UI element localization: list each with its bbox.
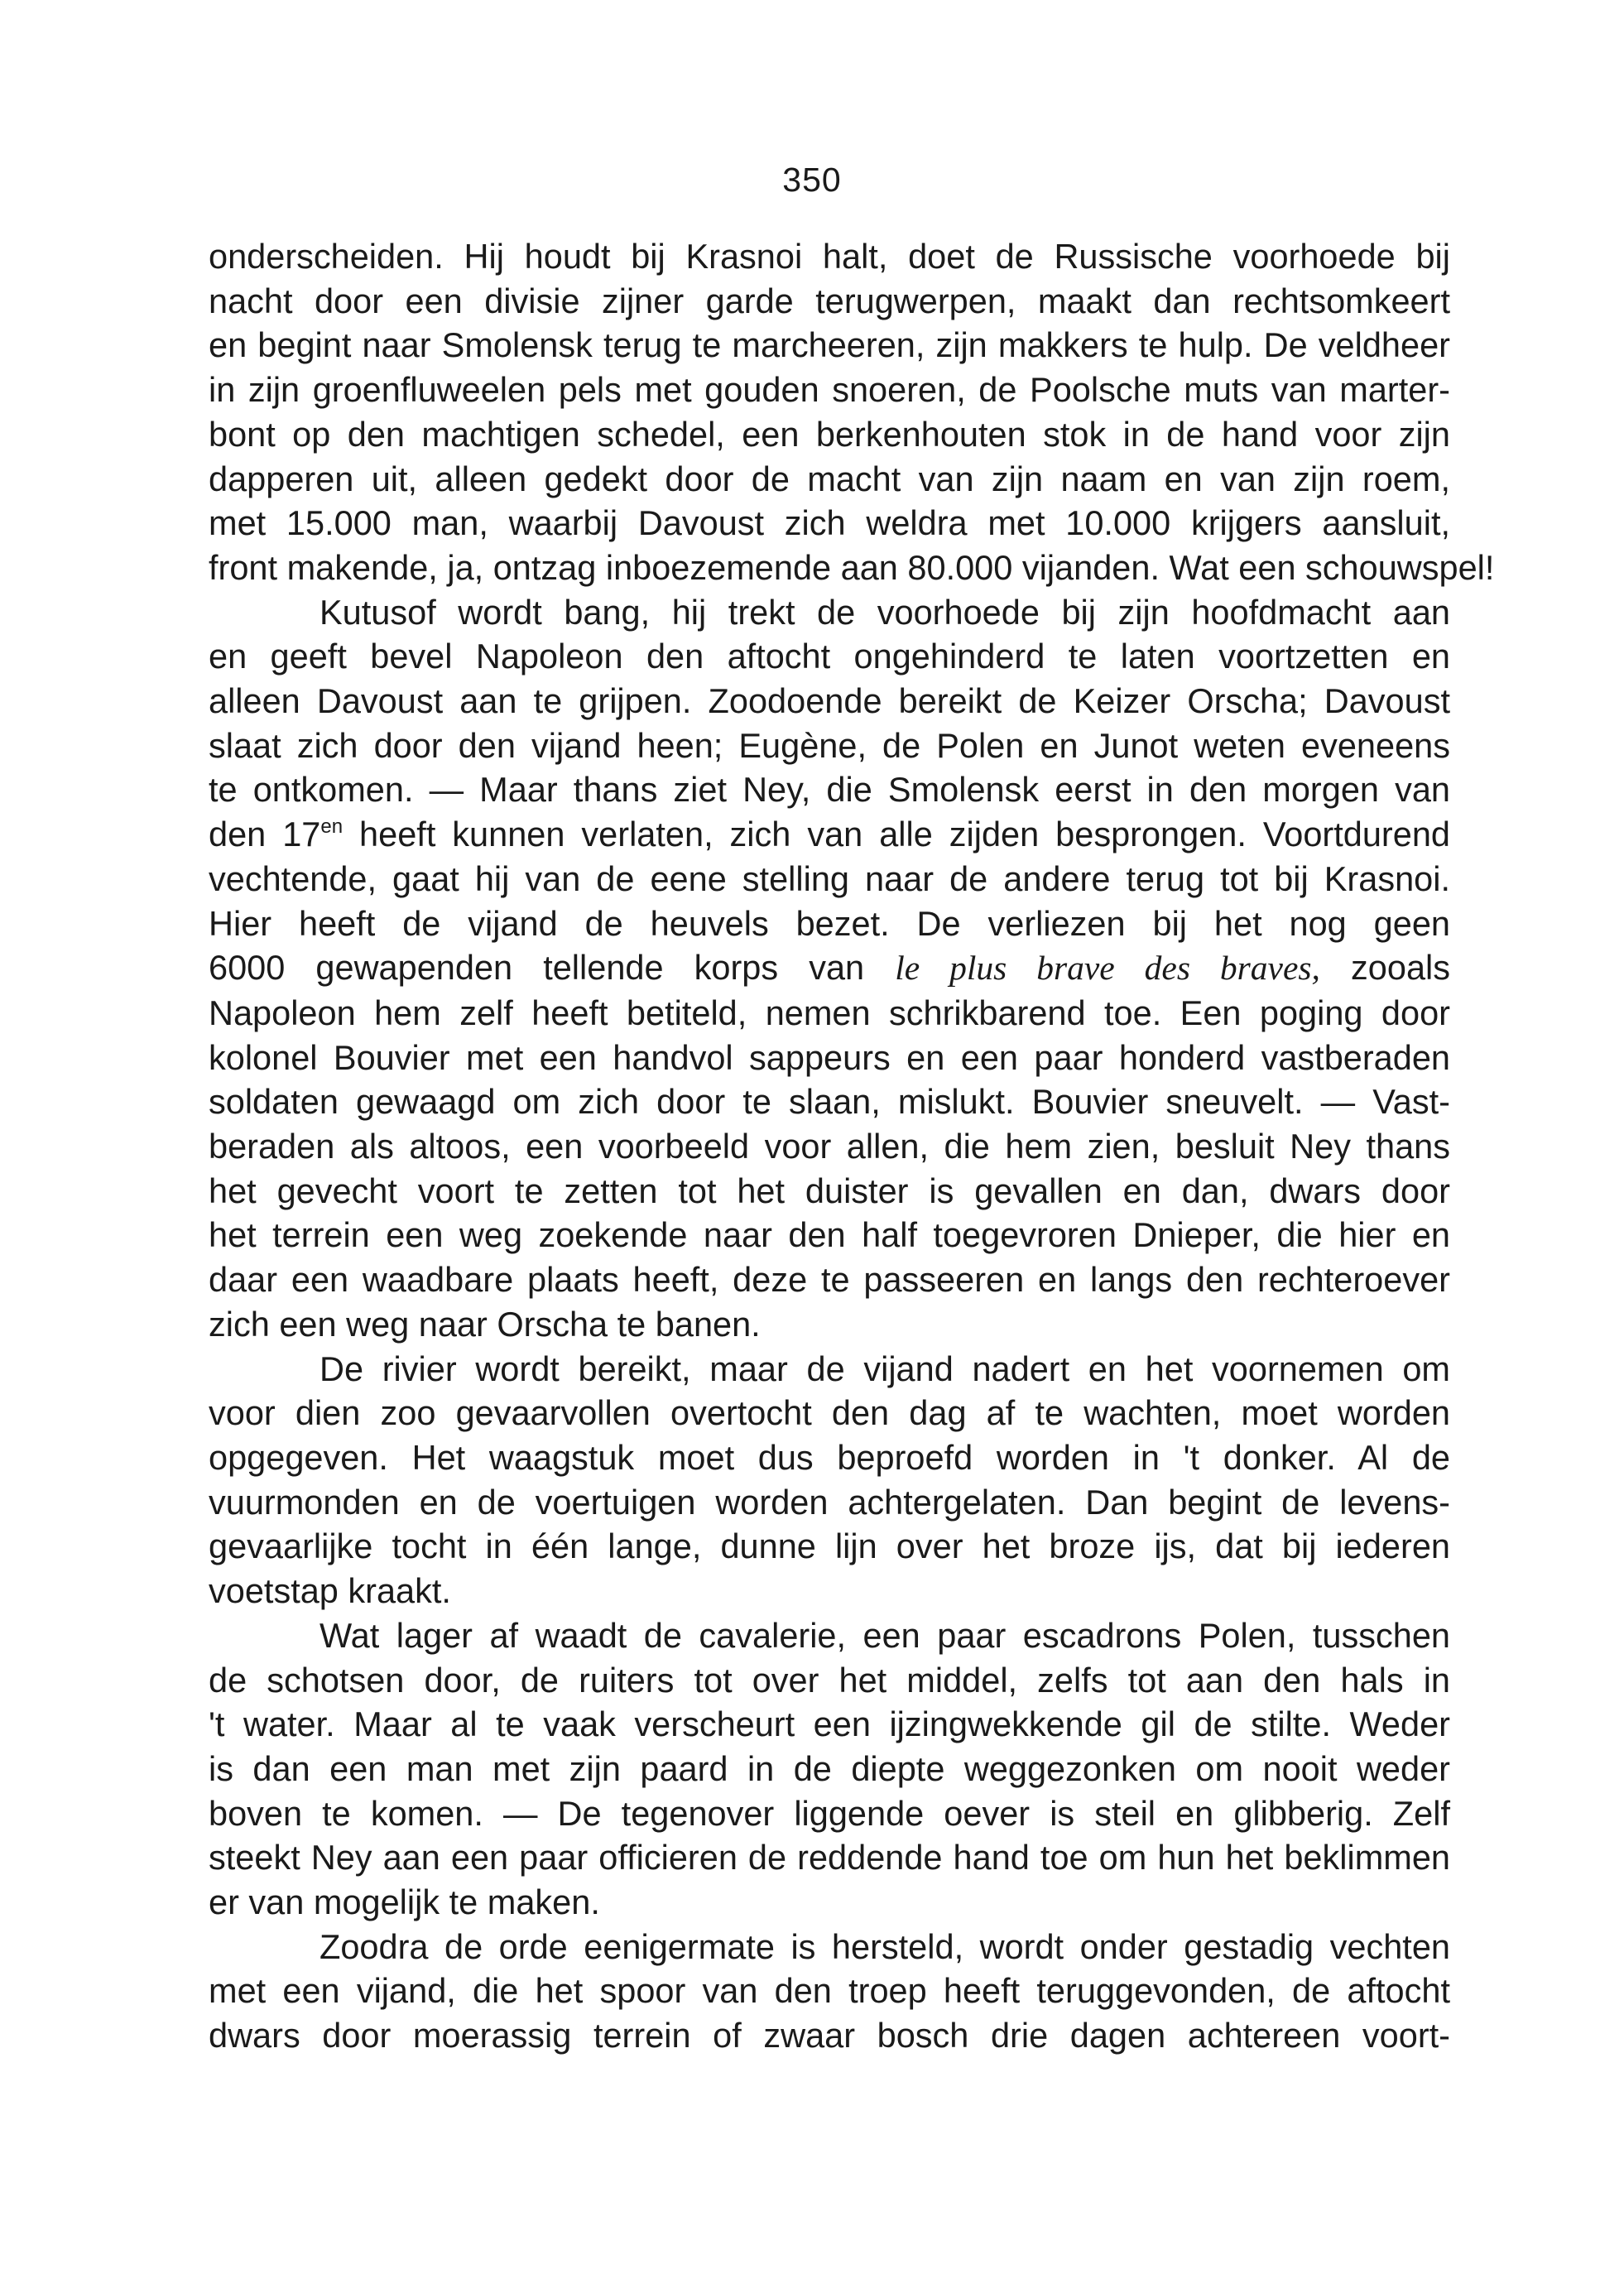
text-line: Napoleon hem zelf heeft betiteld, nemen schrikbarend toe. Een poging door xyxy=(209,993,1450,1032)
text-line: De rivier wordt bereikt, maar de vijand nadert en het voornemen om xyxy=(320,1349,1450,1388)
text-line: is dan een man met zijn paard in de diepte weggezonken om nooit weder xyxy=(209,1748,1450,1788)
text-segment: zooals xyxy=(1319,948,1450,988)
text-line: Wat lager af waadt de cavalerie, een paar escadrons Polen, tusschen xyxy=(320,1615,1450,1655)
text-line: bont op den machtigen schedel, een berkenhouten stok in de hand voor zijn xyxy=(209,414,1450,454)
ordinal-suffix: en xyxy=(320,815,344,839)
text-line: Zoodra de orde eenigermate is hersteld, wordt onder gestadig vechten xyxy=(320,1926,1450,1966)
page-number: 350 xyxy=(782,161,842,199)
paragraph xyxy=(209,234,1495,590)
text-line: slaat zich door den vijand heen; Eugène, de Polen en Junot weten eveneens xyxy=(209,725,1450,765)
text-line: met een vijand, die het spoor van den troep heeft teruggevonden, de aftocht xyxy=(209,1971,1450,2011)
text-line: Hier heeft de vijand de heuvels bezet. De verliezen bij het nog geen xyxy=(209,903,1450,943)
text-line: 't water. Maar al te vaak verscheurt een ijzingwekkende gil de stilte. Weder xyxy=(209,1704,1450,1744)
text-line: front makende, ja, ontzag inboezemende aan 80.000 vijanden. Wat een schouwspel! xyxy=(209,547,1495,587)
text-line: onderscheiden. Hij houdt bij Krasnoi halt, doet de Russische voorhoede bij xyxy=(209,237,1450,276)
text-line: voor dien zoo gevaarvollen overtocht den dag af te wachten, moet worden xyxy=(209,1393,1450,1433)
text-line: voetstap kraakt. xyxy=(209,1571,451,1611)
text-line: opgegeven. Het waagstuk moet dus beproefd worden in 't donker. Al de xyxy=(209,1437,1450,1477)
text-line: beraden als altoos, een voorbeeld voor allen, die hem zien, besluit Ney thans xyxy=(209,1127,1450,1166)
body-text xyxy=(209,234,1495,2058)
text-line: vechtende, gaat hij van de eene stelling naar de andere terug tot bij Krasnoi. xyxy=(209,858,1450,898)
text-line: kolonel Bouvier met een handvol sappeurs en een paar honderd vastberaden xyxy=(209,1037,1450,1077)
text-line xyxy=(209,945,1450,991)
text-line: te ontkomen. — Maar thans ziet Ney, die Smolensk eerst in den morgen van xyxy=(209,770,1450,810)
text-line: steekt Ney aan een paar officieren de reddende hand toe om hun het beklimmen xyxy=(209,1838,1450,1878)
text-line: het gevecht voort te zetten tot het duister is gevallen en dan, dwars door xyxy=(209,1171,1450,1210)
text-line: met 15.000 man, waarbij Davoust zich weldra met 10.000 krijgers aansluit, xyxy=(209,503,1450,543)
text-line: Kutusof wordt bang, hij trekt de voorhoede bij zijn hoofdmacht aan xyxy=(320,592,1450,632)
text-segment: 6000 gewapenden tellende korps van xyxy=(209,948,896,988)
text-line: nacht door een divisie zijner garde terugwerpen, maakt dan rechtsomkeert xyxy=(209,281,1450,320)
italic-quote: le plus brave des braves, xyxy=(895,949,1320,988)
text-segment: den 17 xyxy=(209,815,321,854)
paragraph xyxy=(209,1347,1450,1613)
paragraph xyxy=(209,590,1450,1347)
text-line: gevaarlijke tocht in één lange, dunne lijn over het broze ijs, dat bij iederen xyxy=(209,1527,1450,1566)
text-line: boven te komen. — De tegenover liggende oever is steil en glibberig. Zelf xyxy=(209,1793,1450,1833)
text-line: en begint naar Smolensk terug te marcheeren, zijn makkers te hulp. De veldheer xyxy=(209,325,1450,365)
text-line: er van mogelijk te maken. xyxy=(209,1882,600,1922)
text-line: het terrein een weg zoekende naar den half toegevroren Dnieper, die hier en xyxy=(209,1215,1450,1255)
text-line: alleen Davoust aan te grijpen. Zoodoende bereikt de Keizer Orscha; Davoust xyxy=(209,681,1450,721)
text-line: vuurmonden en de voertuigen worden achtergelaten. Dan begint de levens- xyxy=(209,1482,1450,1522)
text-segment: heeft kunnen verlaten, zich van alle zijden besprongen. Voortdurend xyxy=(343,815,1450,854)
text-line: zich een weg naar Orscha te banen. xyxy=(209,1304,761,1344)
text-line: en geeft bevel Napoleon den aftocht ongehinderd te laten voortzetten en xyxy=(209,637,1450,676)
text-line: dapperen uit, alleen gedekt door de macht van zijn naam en van zijn roem, xyxy=(209,459,1450,498)
text-line: dwars door moerassig terrein of zwaar bosch drie dagen achtereen voort- xyxy=(209,2016,1450,2055)
text-line: de schotsen door, de ruiters tot over het middel, zelfs tot aan den hals in xyxy=(209,1660,1450,1700)
text-line: soldaten gewaagd om zich door te slaan, mislukt. Bouvier sneuvelt. — Vast- xyxy=(209,1082,1450,1122)
paragraph xyxy=(209,1925,1450,2058)
text-line: daar een waadbare plaats heeft, deze te passeeren en langs den rechteroever xyxy=(209,1260,1450,1300)
paragraph xyxy=(209,1613,1450,1925)
text-line: in zijn groenfluweelen pels met gouden snoeren, de Poolsche muts van marter- xyxy=(209,370,1450,410)
text-line xyxy=(209,812,1450,857)
